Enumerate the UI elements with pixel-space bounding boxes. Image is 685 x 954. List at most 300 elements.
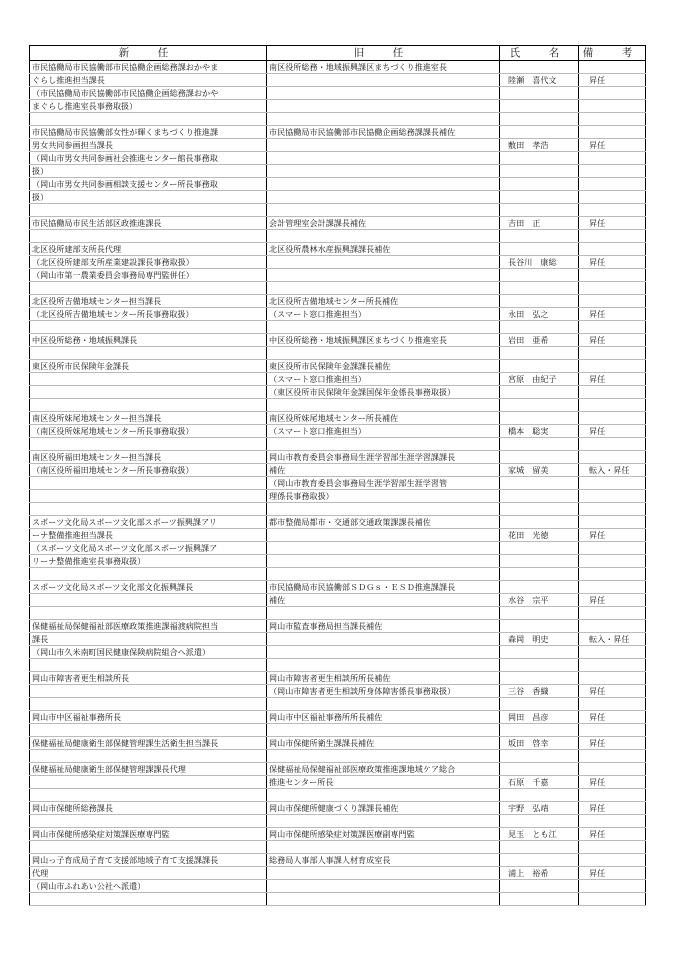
remarks-cell [579,503,646,516]
old-post-cell [267,113,500,126]
name-cell [500,620,579,633]
name-cell: 敷田 孝浩 [500,139,579,152]
name-cell [500,516,579,529]
old-post-cell: 東区役所市民保険年金課課長補佐 [267,360,500,373]
name-cell [500,321,579,334]
old-post-cell: 市民協働局市民協働部ＳＤＧｓ・ＥＳＤ推進課課長 [267,581,500,594]
header-remarks: 備 考 [579,46,646,61]
table-row [30,620,646,633]
name-cell [500,490,579,503]
old-post-cell: 推進センター所長 [267,776,500,789]
name-cell: 見玉 とも江 [500,828,579,841]
table-row [30,61,646,74]
old-post-cell [267,607,500,620]
table-row [30,893,646,906]
old-post-cell [267,542,500,555]
new-post-cell: 保健福祉局健康衛生部保健管理課課長代理 [30,763,267,776]
table-row [30,295,646,308]
table-body [30,61,646,906]
name-cell [500,360,579,373]
name-cell [500,399,579,412]
remarks-cell: 昇任 [579,373,646,386]
header-old-post: 旧 任 [267,46,500,61]
remarks-cell: 転入・昇任 [579,464,646,477]
table-row [30,464,646,477]
table-row [30,321,646,334]
name-cell [500,178,579,191]
new-post-cell [30,893,267,906]
table-row [30,516,646,529]
table-row [30,386,646,399]
new-post-cell: 中区役所総務・地域振興課長 [30,334,267,347]
remarks-cell [579,61,646,74]
new-post-cell [30,776,267,789]
remarks-cell [579,568,646,581]
name-cell: 永田 弘之 [500,308,579,321]
remarks-cell [579,789,646,802]
new-post-cell: 北区役所建部支所長代理 [30,243,267,256]
name-cell [500,269,579,282]
name-cell [500,854,579,867]
name-cell [500,87,579,100]
remarks-cell: 昇任 [579,828,646,841]
name-cell: 坂田 啓幸 [500,737,579,750]
table-row [30,776,646,789]
old-post-cell: 岡山市障害者更生相談所所長補佐 [267,672,500,685]
table-row [30,438,646,451]
old-post-cell [267,438,500,451]
remarks-cell: 昇任 [579,529,646,542]
table-row [30,100,646,113]
name-cell: 花田 光徳 [500,529,579,542]
new-post-cell: （岡山市男女共同参画相談支援センター所長事務取 [30,178,267,191]
remarks-cell [579,243,646,256]
personnel-table [29,45,646,906]
name-cell [500,282,579,295]
new-post-cell [30,568,267,581]
table-row [30,87,646,100]
new-post-cell: スポーツ文化局スポーツ文化部スポーツ振興課アリ [30,516,267,529]
personnel-document [29,45,645,906]
name-cell [500,477,579,490]
table-row [30,880,646,893]
new-post-cell: （南区役所妹尾地域センター所長事務取扱） [30,425,267,438]
table-row [30,308,646,321]
name-cell: 森岡 明史 [500,633,579,646]
new-post-cell [30,477,267,490]
old-post-cell [267,139,500,152]
remarks-cell: 昇任 [579,334,646,347]
old-post-cell: （岡山市障害者更生相談所身体障害係長事務取扱） [267,685,500,698]
new-post-cell: 扱） [30,191,267,204]
table-row [30,74,646,87]
new-post-cell [30,282,267,295]
name-cell [500,724,579,737]
name-cell [500,347,579,360]
name-cell: 家城 留美 [500,464,579,477]
table-row [30,165,646,178]
table-row [30,737,646,750]
table-row [30,399,646,412]
old-post-cell: 総務局人事部人事課人材育成室長 [267,854,500,867]
old-post-cell [267,568,500,581]
old-post-cell [267,867,500,880]
old-post-cell: 市民協働局市民協働部市民協働企画総務課課長補佐 [267,126,500,139]
old-post-cell [267,74,500,87]
old-post-cell [267,659,500,672]
remarks-cell [579,204,646,217]
table-row [30,139,646,152]
remarks-cell [579,100,646,113]
remarks-cell: 昇任 [579,802,646,815]
table-row [30,360,646,373]
remarks-cell [579,880,646,893]
name-cell [500,451,579,464]
remarks-cell [579,672,646,685]
old-post-cell [267,880,500,893]
name-cell [500,815,579,828]
name-cell [500,672,579,685]
name-cell [500,412,579,425]
old-post-cell [267,269,500,282]
name-cell [500,100,579,113]
new-post-cell: 岡山っ子育成局子育て支援部地域子育て支援課課長 [30,854,267,867]
new-post-cell: （スポーツ文化局スポーツ文化部スポーツ振興課ア [30,542,267,555]
new-post-cell: 課長 [30,633,267,646]
old-post-cell [267,698,500,711]
old-post-cell [267,815,500,828]
new-post-cell: 保健福祉局保健福祉部医療政策推進課福渡病院担当 [30,620,267,633]
table-row [30,269,646,282]
new-post-cell [30,204,267,217]
remarks-cell [579,399,646,412]
table-row [30,451,646,464]
new-post-cell: 保健福祉局健康衛生部保健管理課生活衛生担当課長 [30,737,267,750]
old-post-cell [267,646,500,659]
remarks-cell [579,841,646,854]
name-cell [500,386,579,399]
remarks-cell: 昇任 [579,776,646,789]
remarks-cell [579,490,646,503]
new-post-cell [30,490,267,503]
old-post-cell [267,399,500,412]
old-post-cell: （東区役所市民保険年金課国保年金係長事務取扱） [267,386,500,399]
new-post-cell: 岡山市保健所総務課長 [30,802,267,815]
name-cell [500,113,579,126]
name-cell [500,607,579,620]
table-row [30,594,646,607]
table-row [30,490,646,503]
name-cell [500,555,579,568]
new-post-cell: 岡山市保健所感染症対策課医療専門監 [30,828,267,841]
name-cell: 宮原 由紀子 [500,373,579,386]
old-post-cell [267,750,500,763]
remarks-cell [579,750,646,763]
old-post-cell [267,724,500,737]
remarks-cell [579,555,646,568]
old-post-cell: 岡山市教育委員会事務局生涯学習部生涯学習課課長 [267,451,500,464]
new-post-cell: （岡山市久米南町国民健康保険病院組合へ派遣） [30,646,267,659]
remarks-cell [579,87,646,100]
table-row [30,347,646,360]
new-post-cell [30,659,267,672]
remarks-cell [579,178,646,191]
name-cell: 水谷 宗平 [500,594,579,607]
new-post-cell [30,230,267,243]
table-row [30,152,646,165]
name-cell [500,503,579,516]
table-row [30,529,646,542]
table-row [30,113,646,126]
remarks-cell [579,191,646,204]
new-post-cell: （市民協働局市民協働部市民協働企画総務課おかや [30,87,267,100]
new-post-cell [30,698,267,711]
table-row [30,750,646,763]
name-cell [500,165,579,178]
old-post-cell: （スマート窓口推進担当） [267,308,500,321]
table-row [30,867,646,880]
name-cell [500,659,579,672]
name-cell [500,243,579,256]
name-cell [500,295,579,308]
header-name: 氏 名 [500,46,579,61]
remarks-cell: 昇任 [579,256,646,269]
name-cell [500,152,579,165]
old-post-cell: 北区役所農林水産振興課課長補佐 [267,243,500,256]
new-post-cell: スポーツ文化局スポーツ文化部文化振興課長 [30,581,267,594]
remarks-cell [579,113,646,126]
old-post-cell: 岡山市監査事務局担当課長補佐 [267,620,500,633]
table-row [30,334,646,347]
new-post-cell: ぐらし推進担当課長 [30,74,267,87]
new-post-cell [30,724,267,737]
table-row [30,503,646,516]
remarks-cell: 昇任 [579,867,646,880]
old-post-cell [267,503,500,516]
new-post-cell: （岡山市ふれあい公社へ派遣） [30,880,267,893]
remarks-cell [579,542,646,555]
remarks-cell [579,763,646,776]
new-post-cell: まぐらし推進室長事務取扱） [30,100,267,113]
remarks-cell: 昇任 [579,217,646,230]
table-row [30,698,646,711]
new-post-cell [30,503,267,516]
new-post-cell [30,789,267,802]
table-row [30,282,646,295]
new-post-cell [30,386,267,399]
new-post-cell: 東区役所市民保険年金課長 [30,360,267,373]
remarks-cell [579,724,646,737]
new-post-cell: 南区役所妹尾地域センター担当課長 [30,412,267,425]
table-row [30,178,646,191]
remarks-cell [579,360,646,373]
new-post-cell: （岡山市第一農業委員会事務局専門監併任） [30,269,267,282]
name-cell [500,581,579,594]
name-cell: 三谷 香織 [500,685,579,698]
old-post-cell [267,178,500,191]
remarks-cell: 昇任 [579,685,646,698]
header-row [30,46,646,61]
name-cell: 橋本 聡実 [500,425,579,438]
name-cell [500,698,579,711]
old-post-cell [267,633,500,646]
remarks-cell: 昇任 [579,737,646,750]
new-post-cell: （北区役所建部支所産業建設課長事務取扱） [30,256,267,269]
remarks-cell [579,698,646,711]
old-post-cell [267,893,500,906]
new-post-cell: （岡山市男女共同参画社会推進センター館長事務取 [30,152,267,165]
table-row [30,204,646,217]
name-cell [500,646,579,659]
remarks-cell [579,412,646,425]
new-post-cell [30,594,267,607]
table-row [30,581,646,594]
name-cell: 石原 千嘉 [500,776,579,789]
remarks-cell [579,893,646,906]
old-post-cell: 補佐 [267,464,500,477]
old-post-cell: 南区役所総務・地域振興課区まちづくり推進室長 [267,61,500,74]
table-row [30,646,646,659]
name-cell [500,763,579,776]
header-new-post: 新 任 [30,46,267,61]
name-cell [500,542,579,555]
old-post-cell: 補佐 [267,594,500,607]
table-row [30,841,646,854]
remarks-cell [579,269,646,282]
new-post-cell [30,438,267,451]
remarks-cell [579,516,646,529]
table-row [30,672,646,685]
table-row [30,373,646,386]
name-cell [500,230,579,243]
name-cell: 長谷川 康総 [500,256,579,269]
new-post-cell: 市民協働局市民生活部区政推進課長 [30,217,267,230]
old-post-cell [267,191,500,204]
old-post-cell [267,789,500,802]
table-row [30,633,646,646]
table-row [30,711,646,724]
old-post-cell: 理係長事務取扱） [267,490,500,503]
table-row [30,802,646,815]
table-row [30,724,646,737]
old-post-cell [267,555,500,568]
new-post-cell [30,399,267,412]
remarks-cell [579,230,646,243]
name-cell [500,126,579,139]
name-cell [500,880,579,893]
old-post-cell: 北区役所吉備地域センター所長補佐 [267,295,500,308]
old-post-cell: （スマート窓口推進担当） [267,425,500,438]
name-cell [500,789,579,802]
remarks-cell [579,620,646,633]
old-post-cell: （岡山市教育委員会事務局生涯学習部生涯学習管 [267,477,500,490]
name-cell: 宇野 弘靖 [500,802,579,815]
new-post-cell: 扱） [30,165,267,178]
old-post-cell: （スマート窓口推進担当） [267,373,500,386]
name-cell: 岩田 亜希 [500,334,579,347]
remarks-cell [579,386,646,399]
table-row [30,659,646,672]
new-post-cell: 市民協働局市民協働部市民協働企画総務課おかやま [30,61,267,74]
remarks-cell [579,295,646,308]
remarks-cell: 昇任 [579,711,646,724]
old-post-cell [267,100,500,113]
new-post-cell [30,841,267,854]
new-post-cell: 岡山市中区福祉事務所長 [30,711,267,724]
old-post-cell: 岡山市中区福祉事務所所長補佐 [267,711,500,724]
remarks-cell: 昇任 [579,74,646,87]
new-post-cell [30,750,267,763]
table-row [30,412,646,425]
new-post-cell: 男女共同参画担当課長 [30,139,267,152]
remarks-cell [579,581,646,594]
name-cell [500,750,579,763]
name-cell [500,841,579,854]
new-post-cell [30,685,267,698]
remarks-cell [579,451,646,464]
table-row [30,763,646,776]
old-post-cell [267,87,500,100]
name-cell [500,438,579,451]
remarks-cell [579,854,646,867]
remarks-cell [579,282,646,295]
table-row [30,789,646,802]
remarks-cell [579,152,646,165]
table-row [30,126,646,139]
old-post-cell: 保健福祉局保健福祉部医療政策推進課地域ケア総合 [267,763,500,776]
table-row [30,477,646,490]
new-post-cell: ーナ整備推進担当課長 [30,529,267,542]
name-cell [500,568,579,581]
old-post-cell: 中区役所総務・地域振興課区まちづくり推進室長 [267,334,500,347]
name-cell [500,61,579,74]
remarks-cell: 昇任 [579,139,646,152]
old-post-cell [267,347,500,360]
table-row [30,243,646,256]
old-post-cell [267,165,500,178]
old-post-cell: 岡山市保健所健康づくり課課長補佐 [267,802,500,815]
old-post-cell [267,230,500,243]
new-post-cell: （北区役所吉備地域センター所長事務取扱） [30,308,267,321]
remarks-cell: 昇任 [579,308,646,321]
old-post-cell: 岡山市保健所衛生課課長補佐 [267,737,500,750]
name-cell [500,191,579,204]
new-post-cell: 北区役所吉備地域センター担当課長 [30,295,267,308]
new-post-cell: 南区役所福田地域センター担当課長 [30,451,267,464]
table-row [30,854,646,867]
new-post-cell [30,815,267,828]
remarks-cell [579,607,646,620]
old-post-cell: 南区役所妹尾地域センター所長補佐 [267,412,500,425]
new-post-cell [30,607,267,620]
remarks-cell: 昇任 [579,594,646,607]
old-post-cell [267,256,500,269]
table-row [30,542,646,555]
remarks-cell [579,646,646,659]
old-post-cell [267,152,500,165]
table-row [30,425,646,438]
table-row [30,256,646,269]
name-cell: 陸瀬 喜代文 [500,74,579,87]
new-post-cell [30,113,267,126]
table-row [30,568,646,581]
remarks-cell [579,347,646,360]
new-post-cell: リーナ整備推進室長事務取扱） [30,555,267,568]
name-cell [500,893,579,906]
old-post-cell [267,204,500,217]
remarks-cell [579,165,646,178]
remarks-cell [579,477,646,490]
